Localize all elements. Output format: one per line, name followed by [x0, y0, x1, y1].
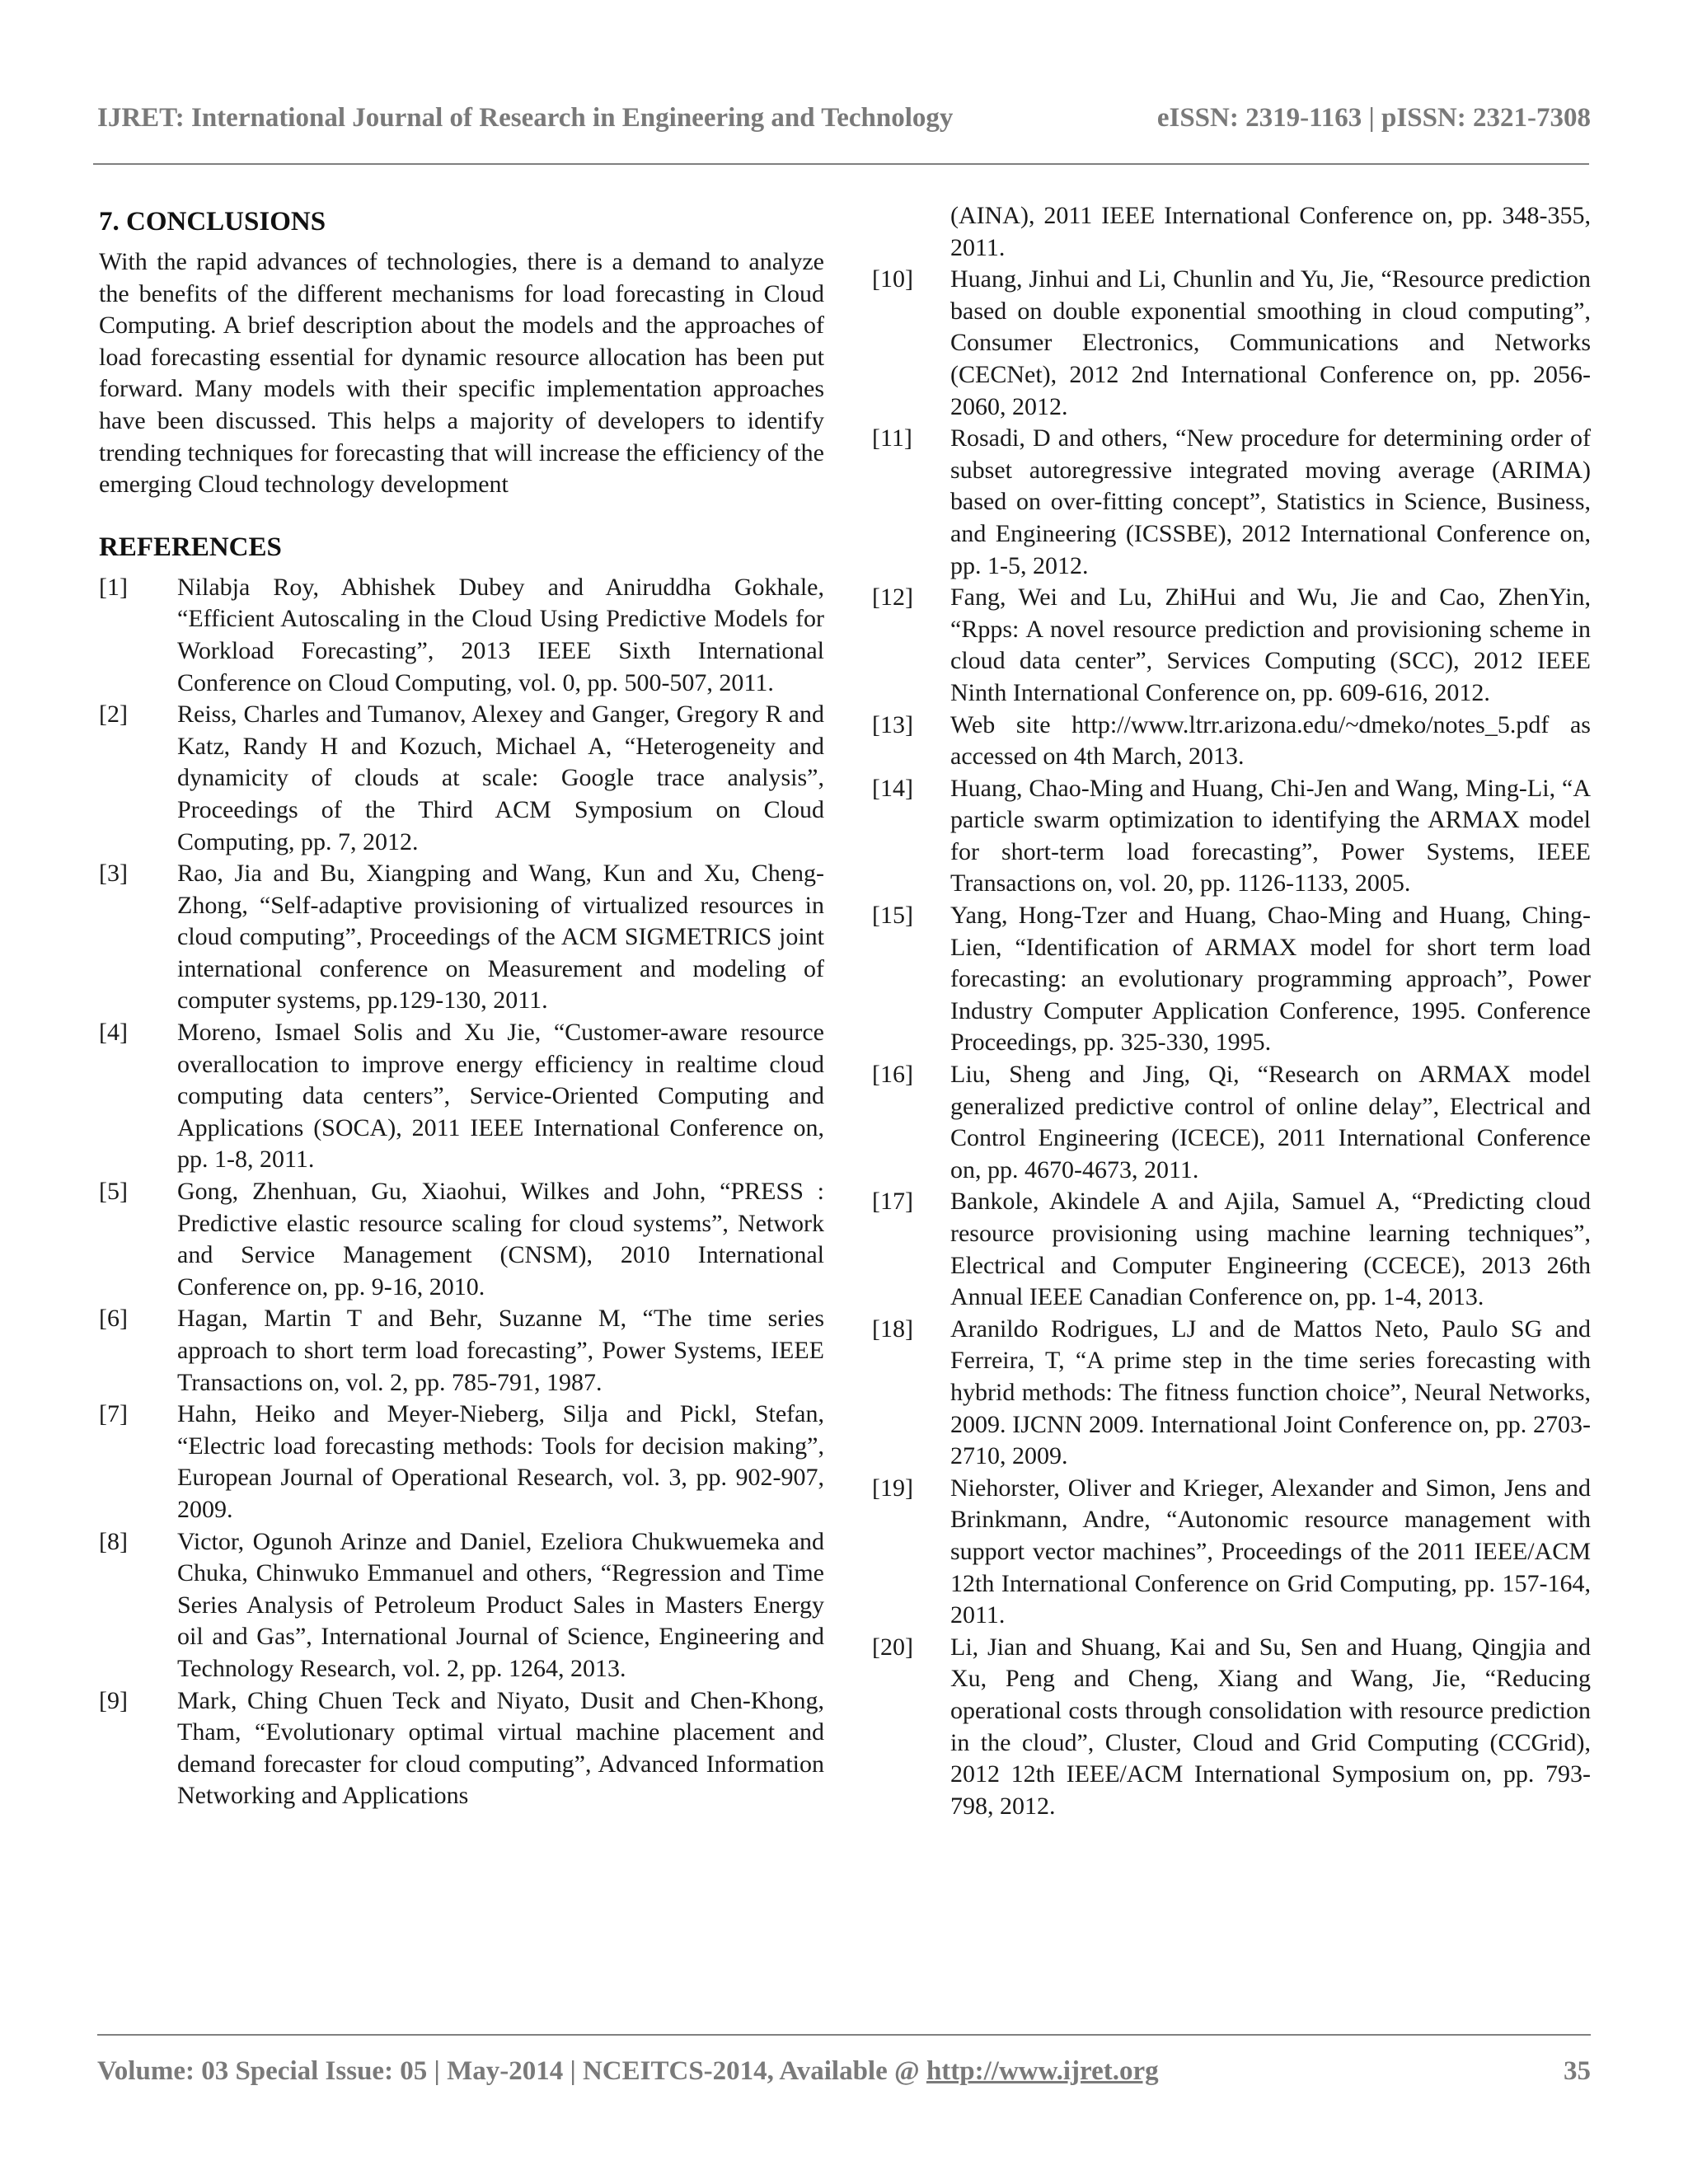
reference-text: Huang, Jinhui and Li, Chunlin and Yu, Jie, “Resource prediction based on double exponential smoothing in cloud computing”, Consumer Electronics, Communications and Networks (CECNet), 2012 2nd International Conference on, pp. 2056-2060, 2012. — [950, 265, 1591, 420]
reference-number: [19] — [872, 1474, 913, 1502]
footer-divider — [97, 2034, 1591, 2036]
reference-text: Web site http://www.ltrr.arizona.edu/~dmeko/notes_5.pdf as accessed on 4th March, 2013. — [950, 710, 1591, 771]
reference-item — [99, 1685, 824, 1812]
reference-text: Li, Jian and Shuang, Kai and Su, Sen and Huang, Qingjia and Xu, Peng and Cheng, Xiang and Wang, Jie, “Reducing operational costs through consolidation with resource prediction in the cloud”, Cluster, Cloud and Grid Computing (CCGrid), 2012 12th IEEE/ACM International Symposium on, pp. 793-798, 2012. — [950, 1633, 1591, 1820]
reference-number: [9] — [99, 1686, 128, 1714]
reference-number: [10] — [872, 265, 913, 293]
reference-number: [14] — [872, 774, 913, 802]
journal-title: IJRET: International Journal of Research in Engineering and Technology — [97, 102, 954, 133]
reference-text: Reiss, Charles and Tumanov, Alexey and Ganger, Gregory R and Katz, Randy H and Kozuch, Michael A, “Heterogeneity and dynamicity of clouds at scale: Google trace analysis”, Proceedings of the Third ACM Symposium on Cloud Computing, pp. 7, 2012. — [177, 701, 824, 855]
reference-number: [12] — [872, 583, 913, 612]
reference-item — [872, 1059, 1591, 1186]
reference-item — [872, 900, 1591, 1059]
reference-item — [99, 1017, 824, 1176]
reference-number: [7] — [99, 1400, 128, 1428]
reference-text: Victor, Ogunoh Arinze and Daniel, Ezeliora Chukwuemeka and Chuka, Chinwuko Emmanuel and others, “Regression and Time Series Analysis of Petroleum Product Sales in Masters Energy oil and Gas”, International Journal of Science, Engineering and Technology Research, vol. 2, pp. 1264, 2013. — [177, 1527, 824, 1682]
issn-info: eISSN: 2319-1163 | pISSN: 2321-7308 — [1156, 102, 1591, 133]
reference-text: Hahn, Heiko and Meyer-Nieberg, Silja and Pickl, Stefan, “Electric load forecasting methods: Tools for decision making”, European Journal of Operational Research, vol. 3, pp. 902-907, 2009. — [177, 1400, 824, 1523]
reference-text: Rosadi, D and others, “New procedure for determining order of subset autoregressive integrated moving average (ARIMA) based on over-fitting concept”, Statistics in Science, Business, and Engineering (ICSSBE), 2012 International Conference on, pp. 1-5, 2012. — [950, 424, 1591, 579]
reference-text: Hagan, Martin T and Behr, Suzanne M, “The time series approach to short term load forecasting”, Power Systems, IEEE Transactions on, vol. 2, pp. 785-791, 1987. — [177, 1305, 824, 1396]
journal-link[interactable]: http://www.ijret.org — [926, 2055, 1159, 2086]
reference-number: [4] — [99, 1019, 128, 1047]
reference-number: [3] — [99, 860, 128, 888]
reference-number: [13] — [872, 710, 913, 738]
reference-text: Gong, Zhenhuan, Gu, Xiaohui, Wilkes and John, “PRESS : Predictive elastic resource scaling for cloud systems”, Network and Service Management (CNSM), 2010 International Conference on, pp. 9-16, 2010. — [177, 1178, 824, 1301]
header-divider — [93, 163, 1589, 165]
page-number: 35 — [1564, 2055, 1591, 2086]
reference-number: [5] — [99, 1178, 128, 1206]
left-column — [99, 200, 824, 1812]
page-header — [97, 97, 1591, 138]
reference-item — [99, 1176, 824, 1303]
reference-item — [872, 710, 1591, 773]
reference-item — [99, 1526, 824, 1685]
reference-item — [872, 1632, 1591, 1823]
reference-text: Niehorster, Oliver and Krieger, Alexander and Simon, Jens and Brinkmann, Andre, “Autonomic resource management with support vector machines”, Proceedings of the 2011 IEEE/ACM 12th International Conference on Grid Computing, pp. 157-164, 2011. — [950, 1474, 1591, 1629]
reference-text: Mark, Ching Chuen Teck and Niyato, Dusit and Chen-Khong, Tham, “Evolutionary optimal virtual machine placement and demand forecaster for cloud computing”, Advanced Information Networking and Applications — [177, 1686, 824, 1810]
reference-text: Bankole, Akindele A and Ajila, Samuel A, “Predicting cloud resource provisioning using machine learning techniques”, Electrical and Computer Engineering (CCECE), 2013 26th Annual IEEE Canadian Conference on, pp. 1-4, 2013. — [950, 1188, 1591, 1311]
reference-number: [8] — [99, 1527, 128, 1555]
volume-info — [97, 2056, 1159, 2087]
page-footer — [97, 2050, 1591, 2092]
conclusions-heading: 7. CONCLUSIONS — [99, 207, 326, 237]
conclusions-text: With the rapid advances of technologies, there is a demand to analyze the benefits of the different mechanisms for load forecasting in Cloud Computing. A brief description about the models and the approaches of load forecasting essential for dynamic resource allocation has been put forward. Many models with their specific implementation approaches have been discussed. This helps a majority of developers to identify trending techniques for forecasting that will increase the efficiency of the emerging Cloud technology development — [99, 248, 824, 499]
reference-item — [872, 582, 1591, 709]
volume-text: Volume: 03 Special Issue: 05 | May-2014 | NCEITCS-2014, Available @ — [97, 2055, 926, 2086]
reference-number: [18] — [872, 1315, 913, 1343]
reference-item — [99, 699, 824, 858]
reference-continuation: (AINA), 2011 IEEE International Conference on, pp. 348-355, 2011. — [950, 202, 1591, 261]
right-column — [872, 200, 1591, 1822]
reference-number: [2] — [99, 701, 128, 729]
reference-text: Yang, Hong-Tzer and Huang, Chao-Ming and Huang, Ching-Lien, “Identification of ARMAX model for short term load forecasting: an evolutionary programming approach”, Power Industry Computer Application Conference, 1995. Conference Proceedings, pp. 325-330, 1995. — [950, 902, 1591, 1057]
reference-item — [99, 572, 824, 699]
references-heading: REFERENCES — [99, 532, 282, 562]
reference-number: [6] — [99, 1305, 128, 1333]
reference-item — [872, 1314, 1591, 1473]
references-list-left — [99, 572, 824, 1812]
references-list-right — [872, 264, 1591, 1822]
reference-number: [11] — [872, 424, 912, 452]
reference-text: Fang, Wei and Lu, ZhiHui and Wu, Jie and Cao, ZhenYin, “Rpps: A novel resource prediction and provisioning scheme in cloud data center”, Services Computing (SCC), 2012 IEEE Ninth International Conference on, pp. 609-616, 2012. — [950, 583, 1591, 706]
reference-item — [872, 773, 1591, 900]
reference-text: Nilabja Roy, Abhishek Dubey and Aniruddha Gokhale, “Efficient Autoscaling in the Cloud Using Predictive Models for Workload Forecasting”, 2013 IEEE Sixth International Conference on Cloud Computing, vol. 0, pp. 500-507, 2011. — [177, 573, 824, 696]
reference-item — [99, 1303, 824, 1399]
reference-item — [872, 1186, 1591, 1313]
reference-number: [15] — [872, 902, 913, 930]
reference-text: Aranildo Rodrigues, LJ and de Mattos Neto, Paulo SG and Ferreira, T, “A prime step in the time series forecasting with hybrid methods: The fitness function choice”, Neural Networks, 2009. IJCNN 2009. International Joint Conference on, pp. 2703-2710, 2009. — [950, 1315, 1591, 1470]
reference-item — [872, 1473, 1591, 1632]
reference-number: [1] — [99, 573, 128, 601]
reference-number: [16] — [872, 1061, 913, 1089]
reference-number: [17] — [872, 1188, 913, 1216]
reference-item — [872, 423, 1591, 582]
reference-text: Moreno, Ismael Solis and Xu Jie, “Customer-aware resource overallocation to improve energy efficiency in realtime cloud computing data centers”, Service-Oriented Computing and Applications (SOCA), 2011 IEEE International Conference on, pp. 1-8, 2011. — [177, 1019, 824, 1174]
reference-text: Rao, Jia and Bu, Xiangping and Wang, Kun and Xu, Cheng-Zhong, “Self-adaptive provisioning of virtualized resources in cloud computing”, Proceedings of the ACM SIGMETRICS joint international conference on Measurement and modeling of computer systems, pp.129-130, 2011. — [177, 860, 824, 1015]
reference-text: Liu, Sheng and Jing, Qi, “Research on ARMAX model generalized predictive control of online delay”, Electrical and Control Engineering (ICECE), 2011 International Conference on, pp. 4670-4673, 2011. — [950, 1061, 1591, 1183]
reference-item — [872, 264, 1591, 423]
reference-item — [99, 1399, 824, 1526]
reference-number: [20] — [872, 1633, 913, 1661]
reference-text: Huang, Chao-Ming and Huang, Chi-Jen and Wang, Ming-Li, “A particle swarm optimization to identifying the ARMAX model for short-term load forecasting”, Power Systems, IEEE Transactions on, vol. 20, pp. 1126-1133, 2005. — [950, 774, 1591, 898]
reference-item — [99, 858, 824, 1017]
